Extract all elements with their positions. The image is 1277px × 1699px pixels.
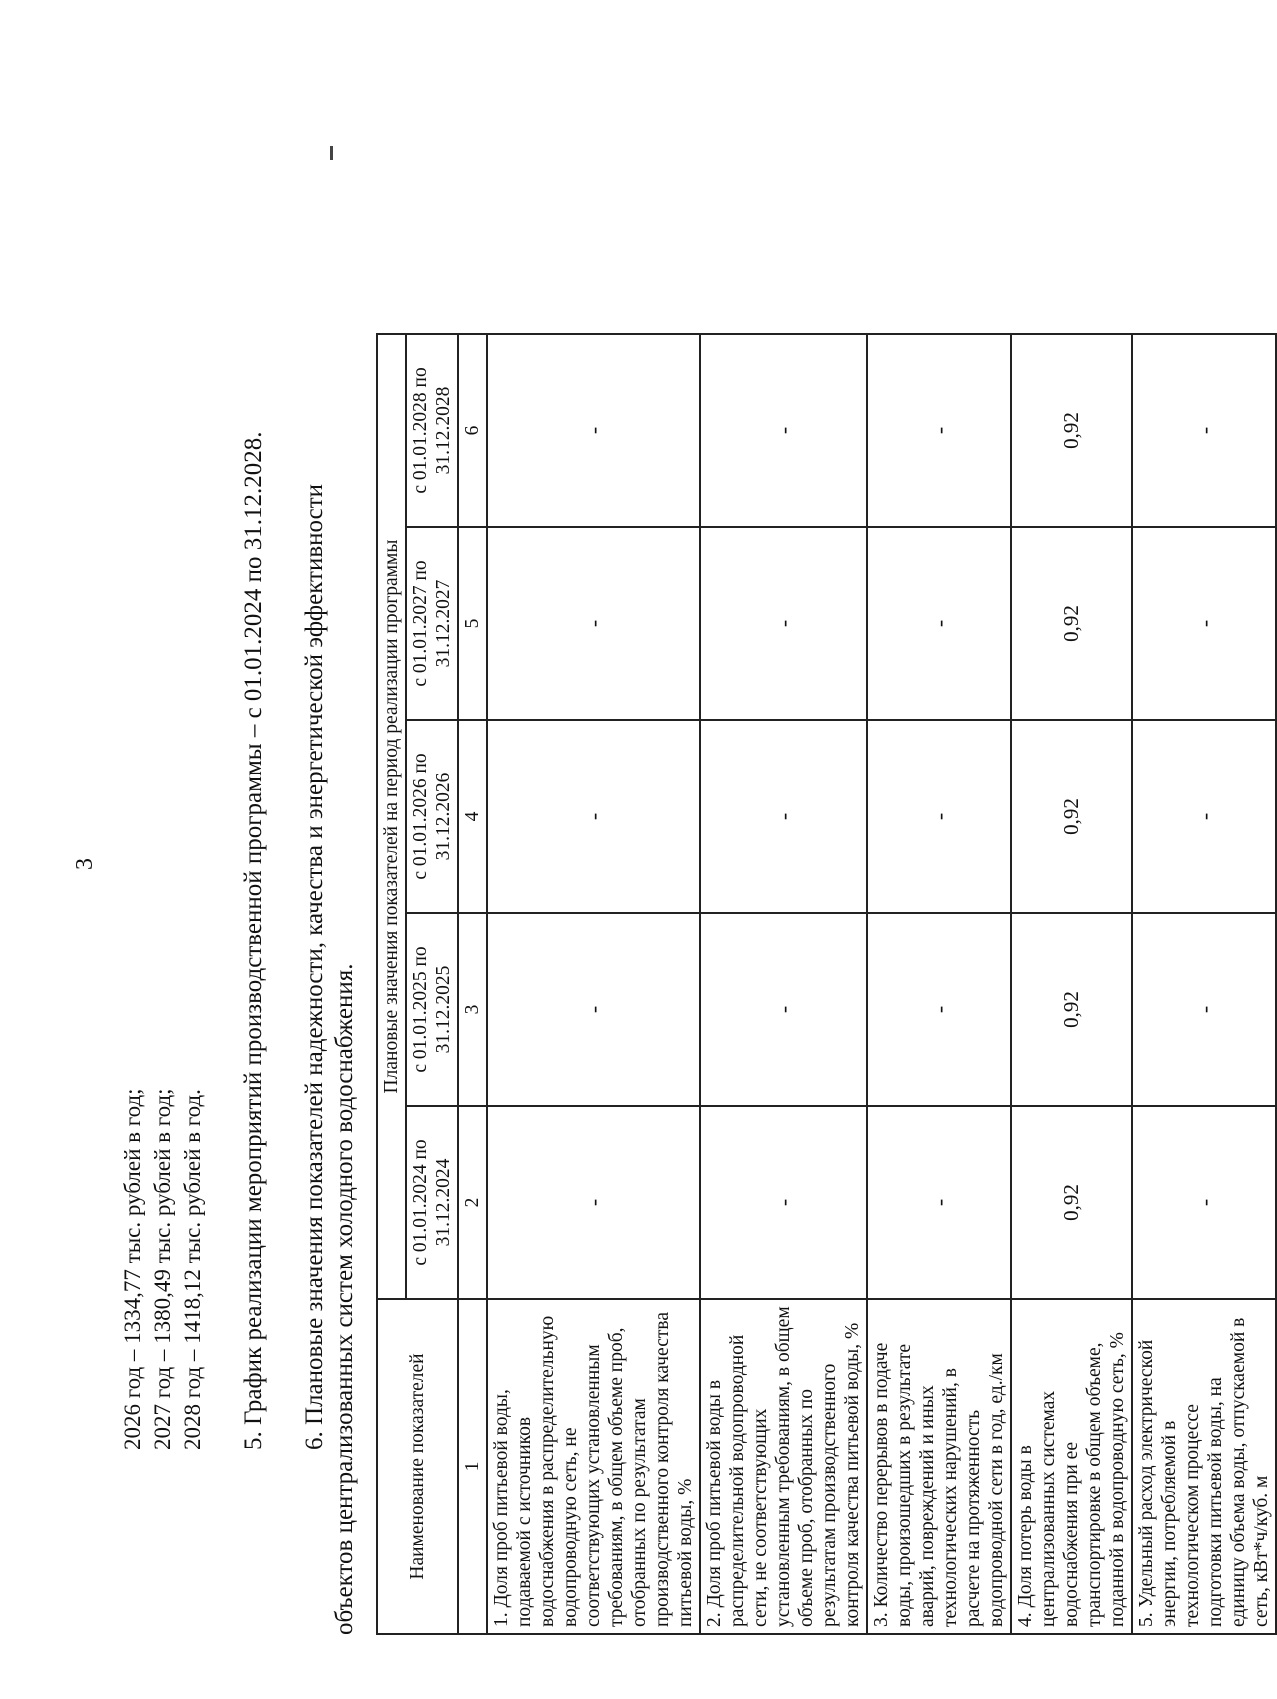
indicator-value: - — [487, 527, 700, 720]
indicator-value: 0,92 — [1011, 913, 1132, 1106]
scan-mark — [330, 146, 333, 160]
column-number: 5 — [458, 527, 487, 720]
indicator-value: - — [867, 913, 1011, 1106]
indicator-value: - — [487, 913, 700, 1106]
indicator-name: 4. Доля потерь воды в централизованных системах водоснабжения при ее транспортировке в общем объеме, поданной в водопроводную сеть, % — [1011, 1299, 1132, 1634]
indicator-value: - — [487, 720, 700, 913]
table-row — [1132, 334, 1276, 1634]
indicator-value: - — [1132, 720, 1276, 913]
cost-line-2027: 2027 год – 1380,49 тыс. рублей в год; — [150, 1088, 175, 1450]
indicator-name: 3. Количество перерывов в подаче воды, произошедших в результате аварий, повреждений и иных технологических нарушений, в расчете на протяженность водопроводной сети в год, ед./км — [867, 1299, 1011, 1634]
table-row — [700, 334, 867, 1634]
table-row — [1011, 334, 1132, 1634]
column-number: 6 — [458, 334, 487, 527]
indicators-table — [376, 333, 1277, 1635]
cost-line-2026: 2026 год – 1334,77 тыс. рублей в год; — [120, 1088, 145, 1450]
period-header: с 01.01.2028 по 31.12.2028 — [406, 334, 458, 527]
indicator-value: - — [1132, 913, 1276, 1106]
indicator-value: - — [700, 1106, 867, 1299]
table-row — [867, 334, 1011, 1634]
period-header: с 01.01.2026 по 31.12.2026 — [406, 720, 458, 913]
indicator-value: 0,92 — [1011, 1106, 1132, 1299]
column-number: 2 — [458, 1106, 487, 1299]
indicator-value: 0,92 — [1011, 720, 1132, 913]
indicator-name: 2. Доля проб питьевой воды в распределительной водопроводной сети, не соответствующих установленным требованиям, в общем объеме проб, отобранных по результатам производственного контроля качества питьевой воды, % — [700, 1299, 867, 1634]
indicator-value: - — [700, 720, 867, 913]
indicator-value: - — [700, 913, 867, 1106]
indicator-value: - — [700, 527, 867, 720]
section-6-heading: 6. Плановые значения показателей надежности, качества и энергетической эффективности объектов централизованных систем холодного водоснабжения. — [301, 483, 358, 1635]
indicator-name: 5. Удельный расход электрической энергии, потребляемой в технологическом процессе подготовки питьевой воды, на единицу объема воды, отпускаемой в сеть, кВт*ч/куб. м — [1132, 1299, 1276, 1634]
period-header: с 01.01.2027 по 31.12.2027 — [406, 527, 458, 720]
indicator-value: - — [1132, 1106, 1276, 1299]
indicator-value: - — [487, 1106, 700, 1299]
indicator-value: - — [700, 334, 867, 527]
table-row — [487, 334, 700, 1634]
indicator-value: - — [1132, 334, 1276, 527]
column-number: 4 — [458, 720, 487, 913]
indicator-value: - — [867, 334, 1011, 527]
cost-line-2028: 2028 год – 1418,12 тыс. рублей в год. — [180, 1089, 205, 1450]
section-5-heading: 5. График реализации мероприятий производственной программы – с 01.01.2024 по 31.12.2028. — [240, 431, 267, 1450]
table-header-row — [377, 334, 406, 1634]
column-number: 3 — [458, 913, 487, 1106]
indicator-name: 1. Доля проб питьевой воды, подаваемой с источников водоснабжения в распределительную водопроводную сеть, не соответствующих установленным требованиям, в общем объеме проб, отобранных по результатам производственного контроля качества питьевой воды, % — [487, 1299, 700, 1634]
indicator-value: - — [867, 1106, 1011, 1299]
indicator-value: - — [867, 720, 1011, 913]
indicator-value: 0,92 — [1011, 527, 1132, 720]
period-header: с 01.01.2025 по 31.12.2025 — [406, 913, 458, 1106]
group-header: Плановые значения показателей на период реализации программы — [377, 334, 406, 1299]
column-number-row — [458, 334, 487, 1634]
indicator-value: - — [1132, 527, 1276, 720]
rotated-page — [0, 50, 1272, 1690]
column-number: 1 — [458, 1299, 487, 1634]
indicator-value: - — [867, 527, 1011, 720]
page-number: 3 — [72, 858, 98, 870]
indicator-value: - — [487, 334, 700, 527]
name-header: Наименование показателей — [377, 1299, 458, 1634]
period-header: с 01.01.2024 по 31.12.2024 — [406, 1106, 458, 1299]
indicator-value: 0,92 — [1011, 334, 1132, 527]
